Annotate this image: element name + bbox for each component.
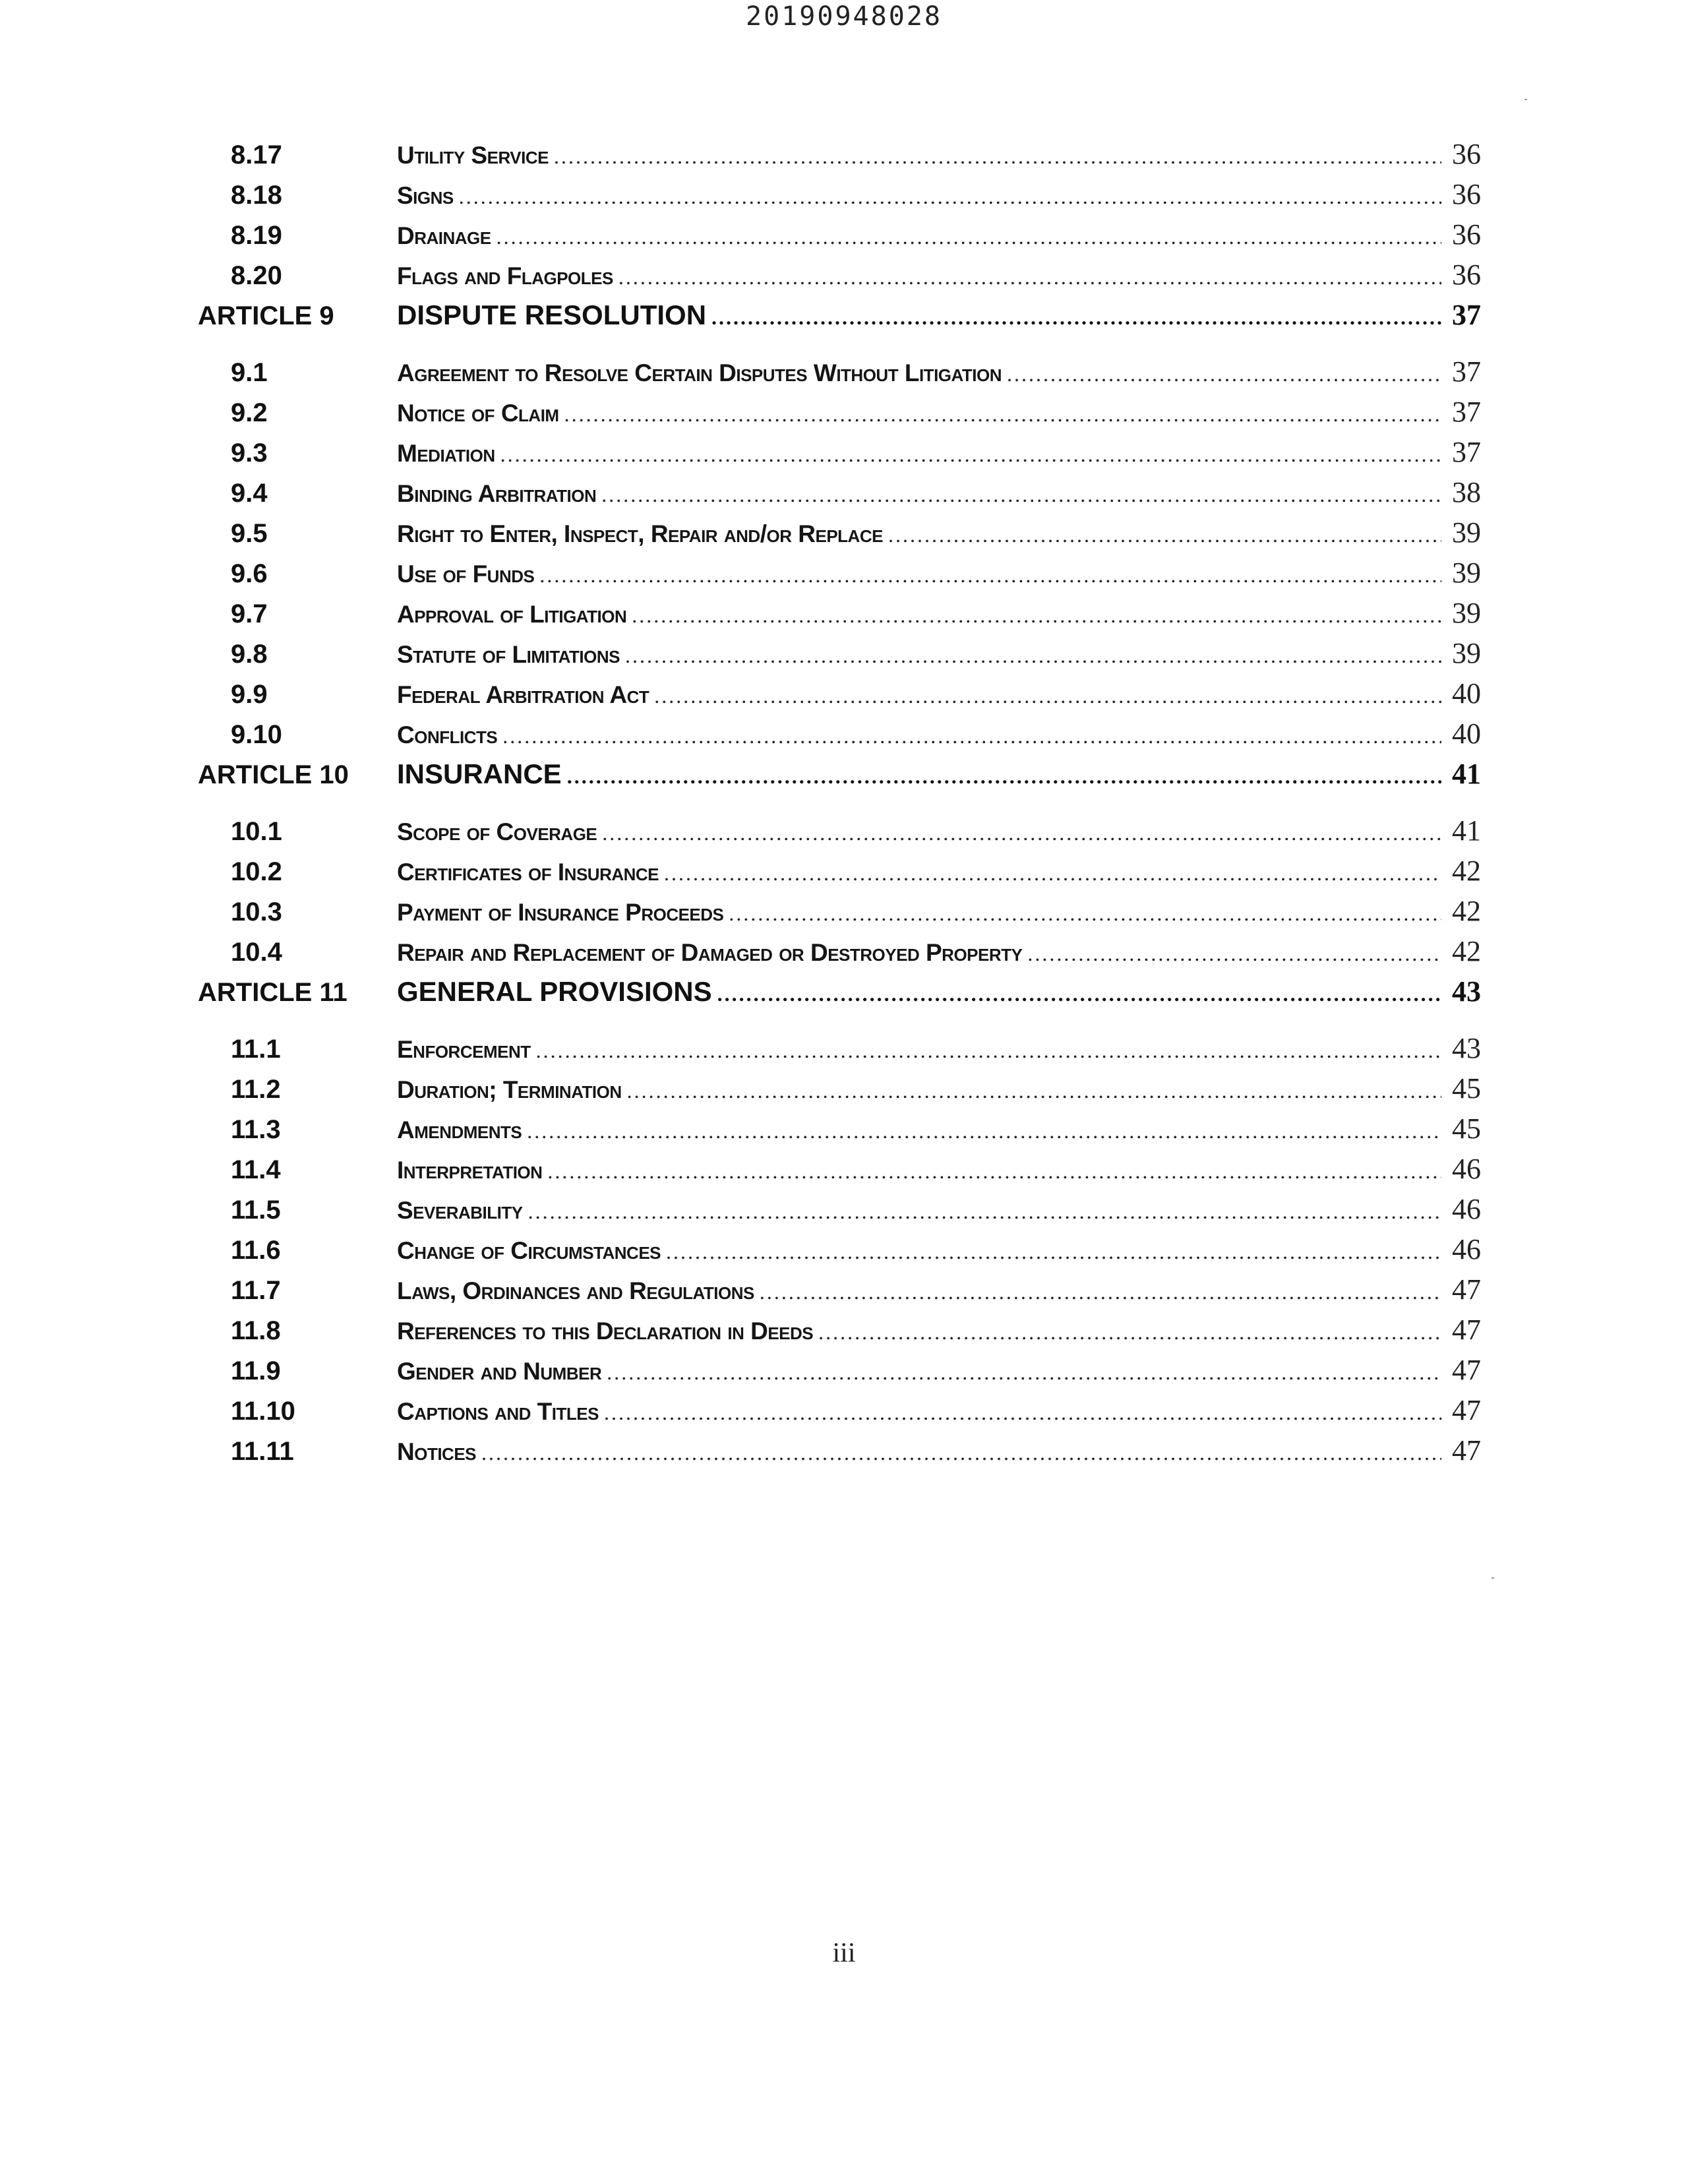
- toc-entry-page: 40: [1452, 717, 1481, 750]
- toc-entry-page: 36: [1452, 258, 1481, 291]
- toc-entry-number: 9.8: [231, 640, 268, 669]
- toc-entry-title: Binding Arbitration: [397, 480, 597, 507]
- dot-leader: [481, 1441, 1441, 1465]
- dot-leader: [528, 1199, 1441, 1224]
- toc-entry-title: Change of Circumstances: [397, 1237, 661, 1264]
- toc-entry-title: Drainage: [397, 222, 491, 249]
- dot-leader: [760, 1280, 1441, 1304]
- toc-entry-title: Utility Service: [397, 142, 549, 169]
- toc-entry-title-wrap: [397, 1277, 1441, 1305]
- toc-entry-title-wrap: [397, 1358, 1441, 1385]
- toc-entry-page: 47: [1452, 1434, 1481, 1467]
- dot-leader: [564, 402, 1441, 427]
- dot-leader: [717, 982, 1441, 1006]
- toc-entry-number: 10.4: [231, 938, 282, 967]
- dot-leader: [602, 821, 1441, 845]
- toc-section-row: [198, 218, 1481, 258]
- toc-entry-number: 8.20: [231, 261, 282, 290]
- toc-section-row: [198, 475, 1481, 516]
- toc-section-row: [198, 516, 1481, 556]
- toc-entry-title: Severability: [397, 1197, 523, 1224]
- dot-leader: [500, 442, 1441, 467]
- toc-entry-title: Repair and Replacement of Damaged or Destroyed Property: [397, 939, 1023, 966]
- toc-entry-title: GENERAL PROVISIONS: [397, 976, 712, 1007]
- toc-section-row: [198, 1313, 1481, 1353]
- toc-entry-number: 10.1: [231, 817, 282, 846]
- toc-entry-title-wrap: [397, 721, 1441, 749]
- toc-section-row: [198, 854, 1481, 894]
- toc-entry-number: 11.4: [231, 1155, 281, 1184]
- toc-section-row: [198, 1393, 1481, 1434]
- toc-entry-page: 39: [1452, 516, 1481, 549]
- toc-section-row: [198, 636, 1481, 677]
- toc-entry-title: Enforcement: [397, 1036, 531, 1063]
- dot-leader: [567, 764, 1441, 789]
- toc-entry-title-wrap: [397, 520, 1441, 548]
- toc-entry-number: ARTICLE 11: [198, 978, 347, 1007]
- toc-entry-title-wrap: [397, 262, 1441, 290]
- toc-entry-number: 11.1: [231, 1035, 281, 1064]
- scan-speck: [1524, 99, 1527, 100]
- toc-entry-number: 8.19: [231, 221, 282, 250]
- toc-entry-title-wrap: [397, 359, 1441, 387]
- toc-entry-page: 37: [1452, 396, 1481, 428]
- toc-entry-page: 37: [1452, 436, 1481, 468]
- toc-entry-page: 46: [1452, 1193, 1481, 1225]
- toc-section-row: [198, 1434, 1481, 1474]
- dot-leader: [536, 1039, 1441, 1063]
- toc-entry-title-wrap: [397, 480, 1441, 508]
- dot-leader: [627, 1079, 1441, 1103]
- toc-entry-title-wrap: [397, 1036, 1441, 1064]
- toc-entry-page: 36: [1452, 218, 1481, 251]
- toc-entry-page: 46: [1452, 1153, 1481, 1185]
- toc-entry-number: 11.10: [231, 1397, 295, 1426]
- toc-entry-number: 11.5: [231, 1196, 281, 1225]
- toc-entry-number: 11.3: [231, 1115, 281, 1144]
- table-of-contents: [198, 137, 1481, 1474]
- toc-section-row: [198, 934, 1481, 975]
- toc-entry-title: References to this Declaration in Deeds: [397, 1318, 814, 1345]
- dot-leader: [554, 144, 1441, 169]
- toc-section-row: [198, 1232, 1481, 1273]
- toc-entry-page: 45: [1452, 1072, 1481, 1105]
- toc-entry-page: 38: [1452, 476, 1481, 508]
- toc-entry-page: 43: [1452, 975, 1481, 1008]
- toc-entry-title: Scope of Coverage: [397, 818, 597, 845]
- toc-entry-page: 46: [1452, 1233, 1481, 1265]
- toc-entry-title-wrap: [397, 601, 1441, 628]
- dot-leader: [601, 483, 1441, 507]
- toc-entry-title: Federal Arbitration Act: [397, 681, 649, 708]
- scan-speck: [1492, 1577, 1494, 1579]
- toc-entry-title-wrap: [397, 561, 1441, 588]
- toc-article-row: [198, 757, 1481, 814]
- toc-entry-number: 11.2: [231, 1075, 281, 1104]
- toc-entry-number: 9.9: [231, 680, 268, 709]
- toc-entry-page: 47: [1452, 1394, 1481, 1426]
- toc-section-row: [198, 1152, 1481, 1192]
- toc-entry-title: DISPUTE RESOLUTION: [397, 299, 707, 330]
- toc-entry-number: 11.11: [231, 1437, 294, 1466]
- toc-entry-title: Agreement to Resolve Certain Disputes Without Litigation: [397, 359, 1002, 386]
- toc-entry-title-wrap: [397, 440, 1441, 468]
- toc-entry-number: 9.4: [231, 479, 268, 508]
- dot-leader: [618, 265, 1441, 289]
- dot-leader: [711, 305, 1441, 330]
- toc-entry-page: 40: [1452, 677, 1481, 710]
- toc-entry-title-wrap: [397, 818, 1441, 846]
- toc-entry-title-wrap: [397, 1076, 1441, 1104]
- toc-entry-title: Signs: [397, 182, 454, 209]
- toc-section-row: [198, 137, 1481, 177]
- toc-entry-number: 8.18: [231, 181, 282, 210]
- dot-leader: [607, 1360, 1441, 1385]
- toc-entry-title-wrap: [397, 681, 1441, 709]
- toc-entry-page: 36: [1452, 178, 1481, 210]
- dot-leader: [604, 1401, 1441, 1425]
- dot-leader: [1027, 942, 1441, 966]
- toc-entry-number: 9.10: [231, 720, 282, 749]
- toc-entry-title: Mediation: [397, 440, 495, 467]
- toc-section-row: [198, 177, 1481, 218]
- dot-leader: [502, 724, 1441, 748]
- toc-entry-title: Notices: [397, 1438, 477, 1465]
- dot-leader: [459, 185, 1441, 209]
- toc-entry-title-wrap: [397, 1438, 1441, 1466]
- document-number: 20190948028: [746, 1, 942, 32]
- toc-entry-page: 42: [1452, 855, 1481, 887]
- toc-entry-title-wrap: [397, 1116, 1441, 1144]
- dot-leader: [664, 861, 1441, 886]
- toc-entry-number: 11.6: [231, 1236, 281, 1265]
- toc-entry-page: 37: [1452, 355, 1481, 388]
- dot-leader: [1007, 362, 1441, 386]
- toc-entry-title-wrap: [397, 1197, 1441, 1225]
- toc-section-row: [198, 1273, 1481, 1313]
- toc-section-row: [198, 556, 1481, 596]
- toc-entry-number: 10.2: [231, 857, 282, 886]
- toc-entry-title: Conflicts: [397, 721, 498, 748]
- toc-entry-page: 41: [1452, 758, 1481, 790]
- toc-entry-title: Use of Funds: [397, 561, 535, 588]
- toc-entry-title-wrap: [397, 1398, 1441, 1426]
- toc-entry-title-wrap: [397, 758, 1441, 790]
- toc-entry-number: ARTICLE 10: [198, 760, 349, 789]
- page-number: iii: [832, 1938, 856, 1968]
- toc-entry-title-wrap: [397, 400, 1441, 427]
- toc-section-row: [198, 1112, 1481, 1152]
- dot-leader: [888, 523, 1441, 547]
- toc-entry-number: 11.8: [231, 1316, 281, 1345]
- dot-leader: [547, 1159, 1441, 1184]
- dot-leader: [666, 1240, 1441, 1264]
- toc-entry-page: 47: [1452, 1354, 1481, 1386]
- toc-section-row: [198, 717, 1481, 757]
- dot-leader: [729, 901, 1441, 926]
- toc-entry-number: 8.17: [231, 140, 282, 169]
- toc-entry-number: 9.1: [231, 358, 268, 387]
- toc-entry-number: 9.7: [231, 599, 268, 628]
- toc-entry-title-wrap: [397, 899, 1441, 926]
- toc-entry-title: Payment of Insurance Proceeds: [397, 899, 724, 926]
- toc-entry-title: Captions and Titles: [397, 1398, 599, 1425]
- toc-entry-page: 36: [1452, 138, 1481, 170]
- toc-entry-page: 42: [1452, 895, 1481, 927]
- toc-entry-page: 37: [1452, 299, 1481, 331]
- toc-entry-page: 39: [1452, 557, 1481, 589]
- toc-entry-number: 9.3: [231, 439, 268, 468]
- toc-entry-title: Statute of Limitations: [397, 641, 620, 668]
- toc-entry-title-wrap: [397, 1157, 1441, 1184]
- dot-leader: [654, 684, 1441, 708]
- toc-entry-title: Gender and Number: [397, 1358, 602, 1385]
- toc-section-row: [198, 1192, 1481, 1232]
- toc-section-row: [198, 435, 1481, 475]
- toc-entry-title-wrap: [397, 182, 1441, 210]
- toc-article-row: [198, 298, 1481, 355]
- toc-article-row: [198, 975, 1481, 1031]
- toc-entry-title-wrap: [397, 1237, 1441, 1265]
- toc-entry-page: 45: [1452, 1112, 1481, 1145]
- toc-section-row: [198, 814, 1481, 854]
- toc-entry-number: 11.7: [231, 1276, 281, 1305]
- toc-entry-title: Amendments: [397, 1116, 522, 1143]
- toc-entry-title-wrap: [397, 299, 1441, 331]
- toc-section-row: [198, 894, 1481, 934]
- toc-entry-title: Interpretation: [397, 1157, 543, 1184]
- toc-section-row: [198, 1031, 1481, 1072]
- toc-entry-title: Flags and Flagpoles: [397, 262, 613, 289]
- toc-entry-title-wrap: [397, 976, 1441, 1008]
- toc-entry-title: Laws, Ordinances and Regulations: [397, 1277, 754, 1304]
- toc-section-row: [198, 1072, 1481, 1112]
- dot-leader: [539, 563, 1441, 588]
- dot-leader: [632, 603, 1441, 628]
- toc-entry-title-wrap: [397, 142, 1441, 169]
- toc-entry-title: Duration; Termination: [397, 1076, 622, 1103]
- toc-entry-title: INSURANCE: [397, 758, 562, 789]
- toc-section-row: [198, 596, 1481, 636]
- toc-entry-page: 39: [1452, 597, 1481, 629]
- toc-section-row: [198, 1353, 1481, 1393]
- toc-entry-title: Right to Enter, Inspect, Repair and/or Replace: [397, 520, 883, 547]
- toc-entry-number: 10.3: [231, 897, 282, 926]
- toc-entry-number: ARTICLE 9: [198, 301, 334, 330]
- toc-section-row: [198, 258, 1481, 298]
- toc-entry-number: 9.2: [231, 398, 268, 427]
- toc-entry-page: 42: [1452, 935, 1481, 967]
- dot-leader: [625, 644, 1441, 668]
- toc-entry-title: Certificates of Insurance: [397, 859, 659, 886]
- toc-entry-title-wrap: [397, 859, 1441, 886]
- toc-entry-title-wrap: [397, 1318, 1441, 1345]
- toc-entry-title-wrap: [397, 641, 1441, 669]
- dot-leader: [497, 225, 1441, 249]
- toc-entry-title-wrap: [397, 222, 1441, 250]
- toc-entry-page: 41: [1452, 814, 1481, 847]
- dot-leader: [527, 1119, 1441, 1143]
- toc-entry-number: 11.9: [231, 1356, 281, 1385]
- toc-entry-title-wrap: [397, 939, 1441, 967]
- toc-entry-number: 9.5: [231, 519, 268, 548]
- toc-entry-title: Approval of Litigation: [397, 601, 627, 628]
- toc-entry-page: 47: [1452, 1314, 1481, 1346]
- dot-leader: [818, 1320, 1441, 1345]
- toc-section-row: [198, 395, 1481, 435]
- toc-entry-title: Notice of Claim: [397, 400, 559, 427]
- toc-section-row: [198, 677, 1481, 717]
- toc-entry-page: 43: [1452, 1032, 1481, 1064]
- toc-entry-number: 9.6: [231, 559, 268, 588]
- toc-section-row: [198, 355, 1481, 395]
- toc-entry-page: 47: [1452, 1273, 1481, 1306]
- toc-entry-page: 39: [1452, 637, 1481, 669]
